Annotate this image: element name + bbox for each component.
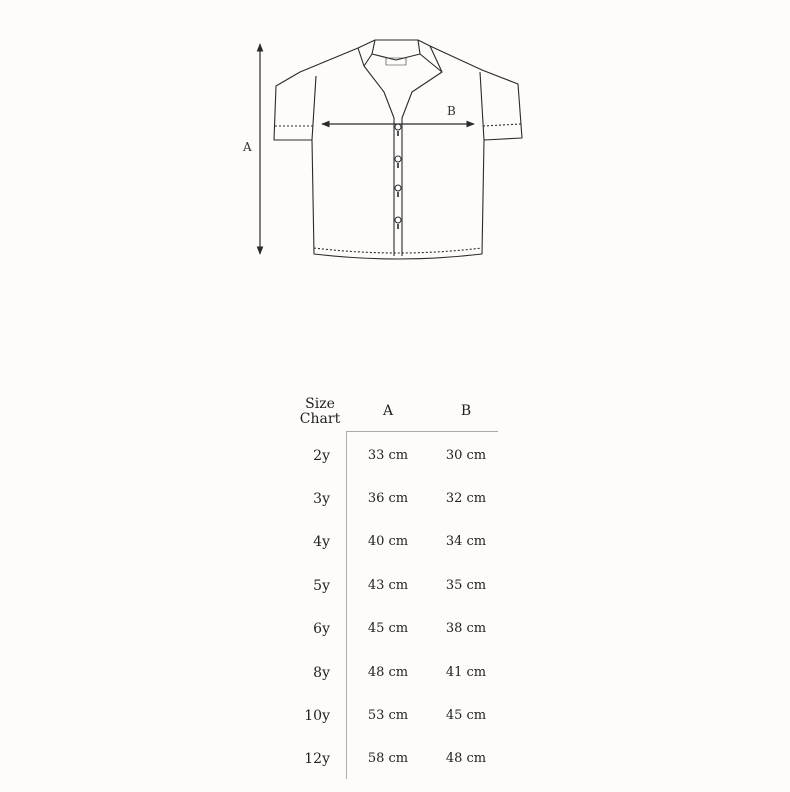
a-cell: 36 cm — [367, 491, 409, 506]
table-row — [290, 532, 510, 575]
table-row — [290, 619, 510, 662]
size-cell: 6y — [313, 621, 330, 637]
table-row — [290, 576, 510, 619]
a-cell: 43 cm — [367, 578, 409, 593]
b-cell: 32 cm — [445, 491, 487, 506]
b-cell: 35 cm — [445, 578, 487, 593]
size-cell: 4y — [313, 534, 330, 550]
button-2 — [395, 156, 401, 162]
header-size-chart: Size Chart — [299, 396, 341, 427]
header-divider — [346, 431, 498, 432]
b-cell: 30 cm — [445, 448, 487, 463]
header-b: B — [460, 403, 472, 419]
size-cell: 2y — [313, 448, 330, 464]
size-cell: 3y — [313, 491, 330, 507]
b-cell: 34 cm — [445, 534, 487, 549]
size-cell: 8y — [313, 665, 330, 681]
a-cell: 40 cm — [367, 534, 409, 549]
dimension-a-label: A — [243, 140, 252, 154]
button-1 — [395, 124, 401, 130]
a-cell: 58 cm — [367, 751, 409, 766]
table-row — [290, 706, 510, 749]
header-a: A — [382, 403, 394, 419]
size-cell: 5y — [313, 578, 330, 594]
table-row — [290, 489, 510, 532]
dimension-b-label: B — [447, 104, 456, 118]
a-cell: 45 cm — [367, 621, 409, 636]
shirt-illustration — [0, 0, 790, 300]
table-row — [290, 749, 510, 792]
b-cell: 48 cm — [445, 751, 487, 766]
button-3 — [395, 185, 401, 191]
a-cell: 48 cm — [367, 665, 409, 680]
size-cell: 12y — [304, 751, 330, 767]
size-cell: 10y — [304, 708, 330, 724]
b-cell: 45 cm — [445, 708, 487, 723]
a-cell: 33 cm — [367, 448, 409, 463]
a-cell: 53 cm — [367, 708, 409, 723]
b-cell: 41 cm — [445, 665, 487, 680]
table-row — [290, 446, 510, 489]
size-chart-table — [290, 395, 510, 785]
table-row — [290, 663, 510, 706]
b-cell: 38 cm — [445, 621, 487, 636]
shirt-diagram — [0, 0, 790, 300]
button-4 — [395, 217, 401, 223]
